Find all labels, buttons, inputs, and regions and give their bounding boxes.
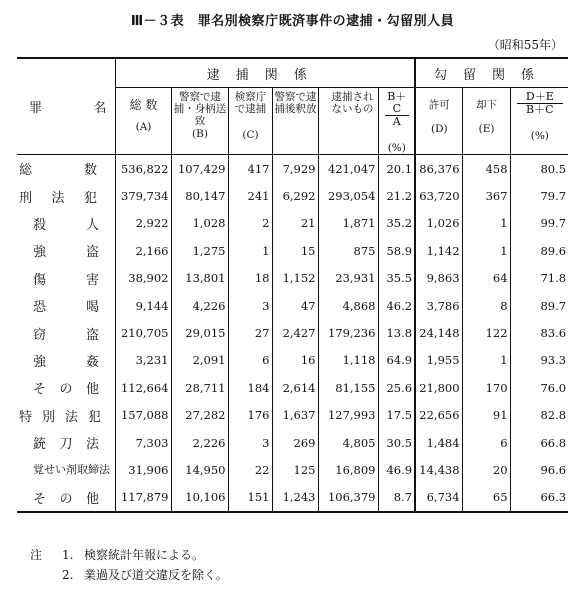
table-cell: 4,805	[318, 429, 378, 456]
table-cell: 6,292	[272, 182, 318, 209]
table-cell: 15	[272, 237, 318, 264]
table-cell: 64	[462, 265, 510, 292]
table-cell: 93.3	[510, 347, 568, 374]
col-total: 総 数 (A)	[115, 88, 171, 155]
era-label: （昭和55年）	[487, 38, 563, 52]
table-cell: 35.2	[378, 210, 415, 237]
table-cell: 23,931	[318, 265, 378, 292]
table-cell: 1,275	[171, 237, 228, 264]
table-cell: 20	[462, 456, 510, 483]
table-row	[17, 402, 568, 429]
table-cell: 7,303	[115, 429, 171, 456]
table-cell: 1,871	[318, 210, 378, 237]
table-cell: 13,801	[171, 265, 228, 292]
table-row	[17, 155, 568, 183]
table-cell: 1	[462, 210, 510, 237]
table-cell: 82.8	[510, 402, 568, 429]
notes	[30, 545, 228, 585]
table-cell: 9,863	[415, 265, 462, 292]
table-cell: 536,822	[115, 155, 171, 183]
table-cell: 421,047	[318, 155, 378, 183]
table-cell: 89.7	[510, 292, 568, 319]
arrest-group-header: 逮捕関係	[115, 58, 415, 88]
col-not-arrested: 逮捕されないもの	[318, 88, 378, 155]
table-cell: 8.7	[378, 484, 415, 512]
table-cell: 1,484	[415, 429, 462, 456]
table-cell: 1,243	[272, 484, 318, 512]
table-title: Ⅲ－３表 罪名別検察庁既済事件の逮捕・勾留別人員	[130, 14, 455, 29]
row-name: 特 別 法 犯	[19, 409, 101, 425]
table-row	[17, 237, 568, 264]
table-cell: 14,950	[171, 456, 228, 483]
table-cell: 117,879	[115, 484, 171, 512]
table-cell: 1,028	[171, 210, 228, 237]
table-cell: 2,427	[272, 319, 318, 346]
table-cell: 4,868	[318, 292, 378, 319]
note-1: 注 1. 検察統計年報による。	[30, 548, 205, 562]
row-name: そ の 他	[17, 484, 115, 512]
table-cell: 99.7	[510, 210, 568, 237]
table-cell: 89.6	[510, 237, 568, 264]
table-row	[17, 319, 568, 346]
table-cell: 1	[462, 237, 510, 264]
table-row	[17, 374, 568, 401]
table-cell: 1,118	[318, 347, 378, 374]
table-cell: 25.6	[378, 374, 415, 401]
table-cell: 21	[272, 210, 318, 237]
row-name: 恐 喝	[33, 300, 99, 316]
table-cell: 379,734	[115, 182, 171, 209]
table-cell: 14,438	[415, 456, 462, 483]
table-cell: 35.5	[378, 265, 415, 292]
table-cell: 176	[228, 402, 272, 429]
table-cell: 28,711	[171, 374, 228, 401]
table-cell: 81,155	[318, 374, 378, 401]
table-cell: 47	[272, 292, 318, 319]
table-cell: 9,144	[115, 292, 171, 319]
table-row	[17, 484, 568, 512]
table-cell: 4,226	[171, 292, 228, 319]
table-cell: 106,379	[318, 484, 378, 512]
detention-group-header: 勾留関係	[415, 58, 568, 88]
table-cell: 1,142	[415, 237, 462, 264]
table-cell: 170	[462, 374, 510, 401]
statistics-table	[17, 57, 568, 513]
table-row	[17, 456, 568, 483]
row-name: 銃 刀 法	[33, 437, 99, 453]
table-cell: 31,906	[115, 456, 171, 483]
row-name: 刑 法 犯	[19, 190, 97, 206]
table-cell: 80.5	[510, 155, 568, 183]
col-police-arrest-released: 警察で逮捕後釈放	[272, 88, 318, 155]
table-cell: 83.6	[510, 319, 568, 346]
table-cell: 3,231	[115, 347, 171, 374]
table-cell: 21.2	[378, 182, 415, 209]
table-row	[17, 265, 568, 292]
row-name: 強 盗	[33, 245, 99, 261]
row-name: 強 姦	[33, 354, 99, 370]
table-cell: 16	[272, 347, 318, 374]
row-name: 殺 人	[33, 217, 99, 233]
table-cell: 29,015	[171, 319, 228, 346]
table-cell: 1,955	[415, 347, 462, 374]
table-cell: 6	[462, 429, 510, 456]
table-cell: 1,152	[272, 265, 318, 292]
table-cell: 112,664	[115, 374, 171, 401]
table-cell: 80,147	[171, 182, 228, 209]
table-cell: 24,148	[415, 319, 462, 346]
table-cell: 46.2	[378, 292, 415, 319]
table-cell: 293,054	[318, 182, 378, 209]
row-name: 総 数	[19, 163, 97, 179]
table-cell: 8	[462, 292, 510, 319]
row-label-header: 罪 名	[17, 58, 115, 155]
table-cell: 417	[228, 155, 272, 183]
table-cell: 1,637	[272, 402, 318, 429]
table-cell: 66.3	[510, 484, 568, 512]
table-cell: 241	[228, 182, 272, 209]
table-cell: 184	[228, 374, 272, 401]
table-cell: 20.1	[378, 155, 415, 183]
table-cell: 76.0	[510, 374, 568, 401]
table-cell: 1	[228, 237, 272, 264]
table-cell: 2,166	[115, 237, 171, 264]
col-permitted: 許可 (D)	[415, 88, 462, 155]
table-cell: 122	[462, 319, 510, 346]
table-row	[17, 182, 568, 209]
table-cell: 21,800	[415, 374, 462, 401]
table-row	[17, 210, 568, 237]
table-cell: 3,786	[415, 292, 462, 319]
row-name: そ の 他	[33, 382, 99, 398]
table-cell: 3	[228, 292, 272, 319]
table-row	[17, 347, 568, 374]
row-name: 窃 盗	[33, 327, 99, 343]
table-cell: 1	[462, 347, 510, 374]
row-name: 覚せい剤取締法	[33, 462, 110, 476]
table-cell: 210,705	[115, 319, 171, 346]
table-cell: 64.9	[378, 347, 415, 374]
col-prosecutor-arrest: 検察庁で逮捕 (C)	[228, 88, 272, 155]
table-cell: 157,088	[115, 402, 171, 429]
col-police-arrest-sent: 警察で逮捕・身柄送致 (B)	[171, 88, 228, 155]
table-cell: 179,236	[318, 319, 378, 346]
table-cell: 30.5	[378, 429, 415, 456]
table-cell: 79.7	[510, 182, 568, 209]
table-cell: 38,902	[115, 265, 171, 292]
row-name: 傷 害	[33, 272, 99, 288]
table-cell: 127,993	[318, 402, 378, 429]
table-cell: 27,282	[171, 402, 228, 429]
col-rejected: 却下 (E)	[462, 88, 510, 155]
table-cell: 2,226	[171, 429, 228, 456]
table-cell: 86,376	[415, 155, 462, 183]
table-cell: 7,929	[272, 155, 318, 183]
table-row	[17, 429, 568, 456]
table-cell: 63,720	[415, 182, 462, 209]
table-cell: 151	[228, 484, 272, 512]
table-cell: 125	[272, 456, 318, 483]
table-cell: 2,614	[272, 374, 318, 401]
table-cell: 6	[228, 347, 272, 374]
table-cell: 1,026	[415, 210, 462, 237]
table-cell: 2,091	[171, 347, 228, 374]
table-cell: 27	[228, 319, 272, 346]
table-cell: 17.5	[378, 402, 415, 429]
table-cell: 6,734	[415, 484, 462, 512]
table-cell: 46.9	[378, 456, 415, 483]
table-cell: 367	[462, 182, 510, 209]
table-cell: 875	[318, 237, 378, 264]
table-cell: 10,106	[171, 484, 228, 512]
table-cell: 91	[462, 402, 510, 429]
note-2: 2. 業過及び道交違反を除く。	[62, 568, 228, 582]
table-cell: 107,429	[171, 155, 228, 183]
table-cell: 16,809	[318, 456, 378, 483]
table-cell: 18	[228, 265, 272, 292]
table-cell: 2,922	[115, 210, 171, 237]
table-cell: 71.8	[510, 265, 568, 292]
table-cell: 269	[272, 429, 318, 456]
col-arrest-ratio: B＋C A (%)	[378, 88, 415, 155]
table-cell: 96.6	[510, 456, 568, 483]
table-row	[17, 292, 568, 319]
table-cell: 66.8	[510, 429, 568, 456]
col-detention-ratio: D＋E B＋C (%)	[510, 88, 568, 155]
table-cell: 13.8	[378, 319, 415, 346]
table-cell: 458	[462, 155, 510, 183]
table-cell: 65	[462, 484, 510, 512]
table-cell: 58.9	[378, 237, 415, 264]
table-cell: 2	[228, 210, 272, 237]
table-cell: 3	[228, 429, 272, 456]
table-cell: 22,656	[415, 402, 462, 429]
table-cell: 22	[228, 456, 272, 483]
